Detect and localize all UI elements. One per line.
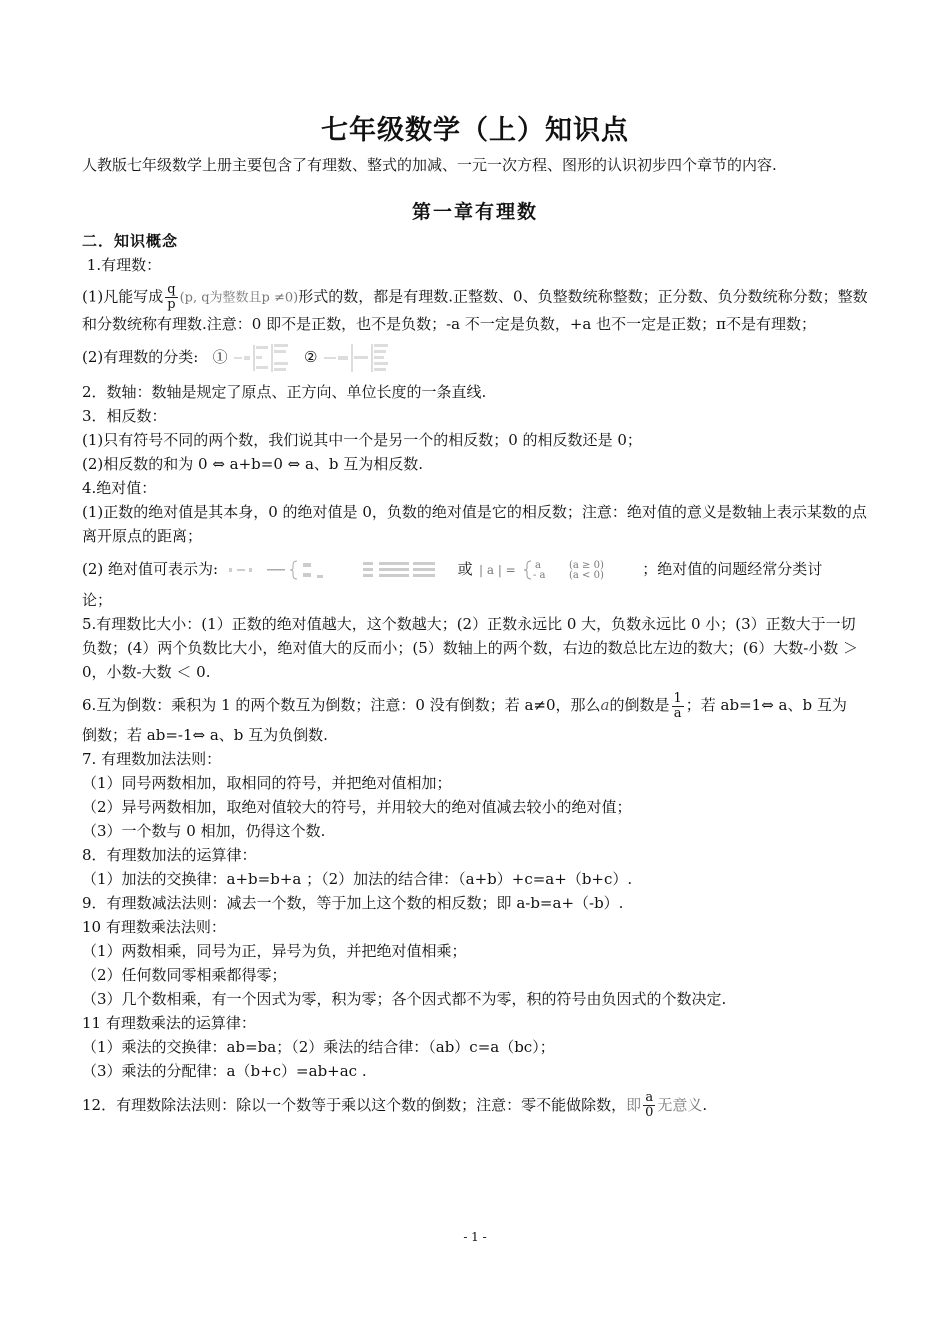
s6-paragraph-cont: 倒数；若 ab=-1⇔ a、b 互为负倒数. (82, 725, 328, 744)
s4-paragraph-1: (1)正数的绝对值是其本身，0 的绝对值是 0，负数的绝对值是它的相反数；注意：绝对值的意义是数轴上表示某数的点离开原点的距离； (82, 503, 867, 545)
s4-p2-text-b: ；绝对值的问题经常分类讨 (642, 560, 823, 578)
s1-heading-text: 1.有理数： (86, 256, 162, 274)
s6-variable: a (600, 696, 610, 714)
s7-rule-1: （1）同号两数相加，取相同的符号，并把绝对值相加； (82, 773, 452, 792)
classification-diagram-2 (322, 342, 412, 374)
s8-heading: 8．有理数加法的运算律： (82, 845, 257, 864)
s11-rule-1: （1）乘法的交换律：ab=ba；（2）乘法的结合律：（ab）c=a（bc）； (82, 1037, 555, 1056)
s6-text-c: ；若 ab=1⇔ a、b 互为 (685, 696, 847, 714)
s12-paragraph (82, 1089, 868, 1121)
svg-text:(a < 0): (a < 0) (569, 570, 605, 581)
circled-one: ① (212, 348, 228, 366)
s5-paragraph: 5.有理数比大小：(1）正数的绝对值越大，这个数越大；(2）正数永远比 0 大，负数永远比 0 小；(3）正数大于一切负数；(4）两个负数比大小，绝对值大的反而小；(5）数轴上的两个数，右边的数总比左边的数大；(6）大数-小数 ＞ 0，小数-大数 ＜ 0. (82, 615, 859, 681)
chapter-title: 第一章有理数 (411, 201, 538, 223)
fraction-one-over-a (672, 692, 684, 721)
fraction-denominator: p (167, 297, 176, 312)
intro-paragraph: 人教版七年级数学上册主要包含了有理数、整式的加减、一元一次方程、图形的认识初步四个章节的内容. (82, 156, 777, 174)
svg-text:(a ≥ 0): (a ≥ 0) (569, 560, 605, 571)
section-title: 二．知识概念 (82, 232, 179, 250)
s7-rule-2: （2）异号两数相加，取绝对值较大的符号，并用较大的绝对值减去较小的绝对值； (82, 797, 632, 816)
page-number: - 1 - (463, 1230, 487, 1244)
fraction-numerator: a (645, 1090, 654, 1105)
s1-paragraph-1 (82, 283, 868, 336)
s10-rule-3: （3）几个数相乘，有一个因式为零，积为零；各个因式都不为零，积的符号由负因式的个数决定. (82, 989, 727, 1008)
fraction-numerator: 1 (673, 690, 682, 706)
s6-paragraph (82, 690, 868, 721)
s10-rule-2: （2）任何数同零相乘都得零； (82, 965, 287, 984)
s11-rule-2: （3）乘法的分配律：a（b+c）=ab+ac . (82, 1061, 367, 1080)
s3-paragraph-2: (2)相反数的和为 0 ⇔ a+b=0 ⇔ a、b 互为相反数. (82, 455, 424, 473)
s3-paragraph-1: (1)只有符号不同的两个数，我们说其中一个是另一个的相反数；0 的相反数还是 0； (82, 431, 642, 449)
s6-text-a: 6.互为倒数：乘积为 1 的两个数互为倒数；注意：0 没有倒数；若 a≠0，那么 (82, 696, 601, 714)
s4-or: 或 (457, 560, 473, 578)
absolute-value-formula-2 (477, 559, 637, 581)
s9-paragraph: 9．有理数减法法则：减去一个数，等于加上这个数的相反数；即 a-b=a+（-b）. (82, 893, 624, 912)
s12-text-d: . (702, 1095, 708, 1114)
svg-text:- a: - a (533, 570, 546, 581)
fraction-a-over-zero (643, 1091, 655, 1120)
s12-text-b: 即 (626, 1095, 642, 1114)
s4-p2-text-a: (2) 绝对值可表示为: (82, 560, 219, 578)
fraction-denominator: a (673, 705, 682, 721)
classification-diagram-1 (232, 342, 294, 374)
s1-p2-text: (2)有理数的分类: (82, 348, 199, 366)
fraction-q-over-p (165, 283, 177, 312)
s6-text-b: 的倒数是 (609, 696, 670, 714)
fraction-numerator: q (167, 282, 176, 297)
s4-paragraph-2-cont: 论； (82, 591, 113, 609)
absolute-value-formula-1 (223, 559, 453, 581)
s1-p1-text-a: (1)凡能写成 (82, 287, 164, 306)
s12-text-a: 12．有理数除法法则：除以一个数等于乘以这个数的倒数；注意：零不能做除数， (82, 1095, 627, 1114)
svg-text:| a | =: | a | = (479, 563, 517, 577)
svg-text:a: a (535, 560, 542, 571)
s1-condition: (p, q为整数且p ≠0) (179, 290, 299, 306)
s1-paragraph-2 (82, 342, 868, 374)
s3-heading: 3．相反数： (82, 407, 167, 425)
s2-paragraph: 2．数轴：数轴是规定了原点、正方向、单位长度的一条直线. (82, 383, 487, 401)
s7-heading: 7. 有理数加法法则： (82, 749, 222, 768)
s4-heading: 4.绝对值： (82, 479, 157, 497)
s11-heading: 11 有理数乘法的运算律： (82, 1013, 256, 1032)
document-page (82, 100, 868, 1121)
s12-text-c: 无意义 (657, 1095, 703, 1114)
circled-two: ② (303, 348, 318, 366)
s1-p1-text-b: 形式的数，都是有理数.正整数、0、负整数统称整数；正分数、负分数统称分数；整数和分数统称有理数.注意：0 即不是正数，也不是负数；-a 不一定是负数，+a 也不一定是正数；π不是有理数； (82, 287, 868, 333)
s1-heading (82, 253, 868, 277)
s10-rule-1: （1）两数相乘，同号为正，异号为负，并把绝对值相乘； (82, 941, 467, 960)
s8-rule-1: （1）加法的交换律：a+b=b+a ；（2）加法的结合律：（a+b）+c=a+（b+c）. (82, 869, 633, 888)
s4-paragraph-2 (82, 554, 868, 584)
document-title: 七年级数学（上）知识点 (321, 115, 629, 146)
s7-rule-3: （3）一个数与 0 相加，仍得这个数. (82, 821, 326, 840)
fraction-denominator: 0 (645, 1105, 654, 1120)
s10-heading: 10 有理数乘法法则： (82, 917, 226, 936)
